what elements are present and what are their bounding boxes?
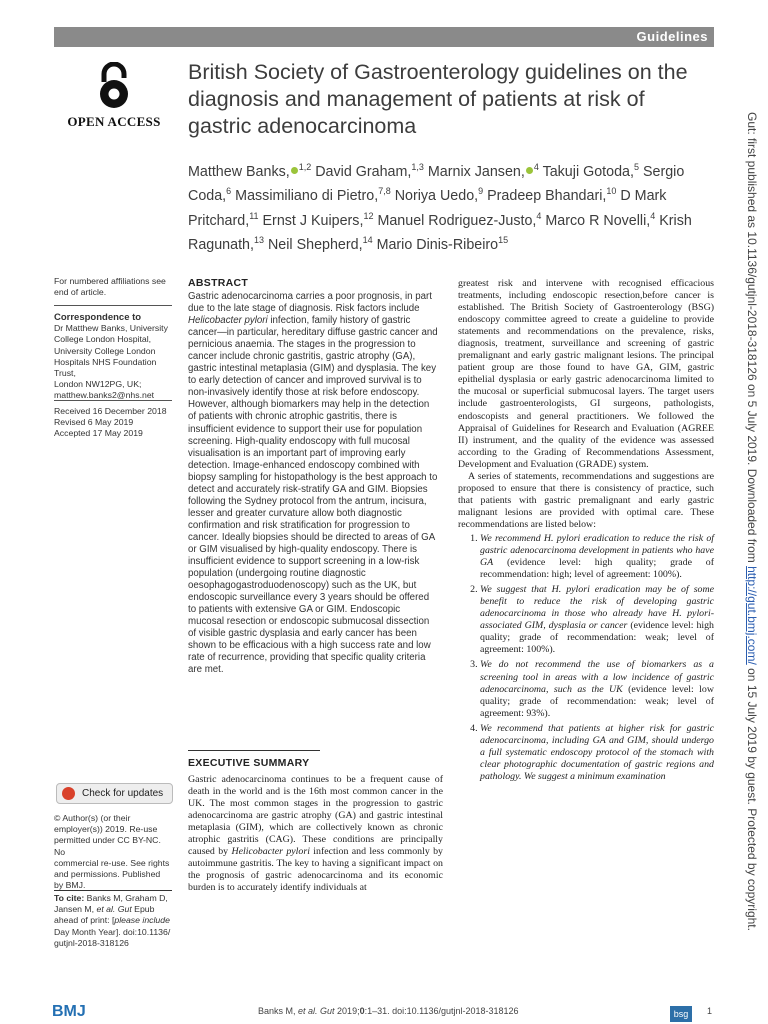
author-affiliation: 7,8	[378, 186, 391, 197]
abstract-italic: Helicobacter pylori	[188, 315, 268, 327]
recommendation-statement: We recommend that patients at higher risk for gastric adenocarcinoma, including GA and GIM, should undergo a full systematic endoscopy protocol of the stomach with clear photographic documentation of gastric regions and pathology. We suggest a minimum examination	[480, 722, 714, 782]
footer-citation-volume: 0	[359, 1006, 365, 1016]
section-label: Guidelines	[636, 29, 708, 44]
open-access-label: OPEN ACCESS	[67, 114, 161, 129]
vertical-note-text: Gut: first published as 10.1136/gutjnl-2018-318126 on 5 July 2019. Downloaded from	[745, 112, 759, 567]
copyright-line: © Author(s) (or their	[54, 813, 131, 823]
vertical-note-text: on 15 July 2019 by guest. Protected by copyright.	[745, 664, 759, 931]
recommendation-statement: We do not recommend the use of biomarkers as a screening tool in areas with a low incidence of gastric adenocarcinoma, such as the UK	[480, 659, 714, 695]
orcid-icon[interactable]	[291, 167, 298, 174]
abstract-heading: ABSTRACT	[188, 277, 249, 289]
correspondence-line: College London Hospital,	[54, 334, 152, 345]
correspondence-line: London NW12PG, UK;	[54, 379, 142, 390]
author-name[interactable]: Matthew Banks,	[188, 163, 290, 180]
author-affiliation: 14	[362, 234, 373, 245]
cite-text: Banks M, Graham D, Jansen M,	[54, 893, 168, 915]
footer-citation-part: 2019;	[334, 1006, 360, 1016]
open-access-logo	[64, 62, 164, 130]
executive-text-part: Gastric adenocarcinoma continues to be a frequent cause of death in the world and is the 16th most common cancer in the UK. The most common stages in the progression to gastric adenocarcinoma are gastric atrophy (GA) and gastric intestinal metaplasia (GIM), which are collectively known as chronic atrophic gastritis (CAG). These conditions are principally caused by	[188, 774, 443, 858]
recommendation-item	[480, 723, 714, 783]
recommendation-statement: We suggest that H. pylori eradication may be of some benefit to reduce the risk of developing gastric adenocarcinoma in those who already have H. pylori-associated GIM, dysplasia or cancer	[480, 584, 714, 632]
check-for-updates-button[interactable]	[56, 783, 173, 804]
correspondence-heading: Correspondence to	[54, 312, 142, 323]
copyright-line: by BMJ.	[54, 880, 86, 891]
author-affiliation: 10	[606, 186, 617, 197]
correspondence-block	[54, 312, 172, 402]
abstract-divider	[188, 750, 320, 751]
author-name[interactable]: Marnix Jansen,	[427, 163, 525, 180]
recommendation-item	[480, 584, 714, 656]
executive-summary-text	[188, 774, 443, 894]
author-affiliation: 1,3	[411, 162, 424, 172]
sidebar-divider	[54, 400, 172, 401]
cite-italic: please include	[114, 915, 170, 926]
copyright-line: and permissions. Published	[54, 869, 161, 880]
check-for-updates-label: Check for updates	[82, 788, 164, 799]
correspondence-lines	[54, 323, 172, 401]
date-accepted: Accepted 17 May 2019	[54, 428, 143, 439]
author-affiliation: 1,2	[298, 162, 312, 172]
author-affiliation: 11	[249, 210, 259, 221]
date-received: Received 16 December 2018	[54, 406, 167, 416]
author-name[interactable]: Manuel Rodriguez-Justo,	[377, 212, 537, 229]
body-paragraph: A series of statements, recommendations and suggestions are proposed to ensure that there is consistency of practice, such that patients with gastric premalignant and early gastric malignant lesions are provided with optimal care. These recommendations are listed below:	[458, 470, 714, 530]
article-dates	[54, 406, 172, 440]
author-name[interactable]: David Graham,	[315, 163, 412, 180]
correspondence-line: Dr Matthew Banks, University	[54, 323, 168, 334]
author-name[interactable]: Noriya Uedo,	[394, 188, 479, 205]
correspondence-email[interactable]: matthew.banks2@nhs.net	[54, 390, 155, 401]
author-name[interactable]: Pradeep Bhandari,	[487, 188, 607, 205]
author-name[interactable]: Mario Dinis-Ribeiro	[376, 236, 499, 253]
author-name[interactable]: Takuji Gotoda,	[542, 163, 634, 180]
copyright-block	[54, 813, 172, 891]
author-affiliation: 5	[633, 162, 639, 172]
recommendation-item	[480, 533, 714, 581]
abstract-text	[188, 291, 438, 677]
recommendation-list	[458, 533, 714, 783]
bmj-logo: BMJ	[52, 1003, 86, 1020]
date-revised: Revised 6 May 2019	[54, 417, 134, 428]
open-access-lock-icon	[94, 62, 134, 110]
body-paragraph: greatest risk and intervene with recognised efficacious treatments, including endoscopic resection,before cancer is established. The British Society of Gastroenterology (BSG) endoscopy committee agreed to create a guideline to provide statements and recommendations on the prevalence, risks, diagnosis, treatment, surveillance and screening of gastric premalignant and early gastric malignant lesions. The principal patient group are those found to have GA, GIM, gastric epithelial dysplasia or early gastric adenocarcinoma limited to the mucosal or superficial submucosal layers. The target users include gastroenterologists, GI surgeons, pathologists, endoscopists and general practitioners. We followed the Appraisal of Guidelines for Research and Evaluation (AGREE II) instrument, and the quality of the evidence was assessed according to the Grading of Recommendations Assessment, Development and Evaluation (GRADE) system.	[458, 278, 714, 470]
correspondence-line: Hospitals NHS Foundation Trust,	[54, 356, 157, 379]
recommendation-grade: (evidence level: low quality; grade of recommendation: weak; level of agreement: 93%).	[480, 683, 714, 719]
section-bar	[54, 27, 714, 47]
update-badge-icon	[62, 787, 75, 800]
sidebar-divider	[54, 305, 172, 306]
cite-italic: et al. Gut	[96, 904, 132, 915]
recommendation-grade: (evidence level: high quality; grade of recommendation: weak; level of agreement: 100%).	[480, 620, 714, 656]
abstract-section	[188, 277, 438, 677]
author-affiliation: 4	[650, 210, 656, 221]
abstract-text-part: Gastric adenocarcinoma carries a poor prognosis, in part due to the late stage of diagnosis. Risk factors include	[188, 291, 432, 315]
author-name[interactable]: Krish Ragunath,	[188, 212, 692, 253]
vertical-download-note	[745, 112, 759, 1017]
article-title: British Society of Gastroenterology guidelines on the diagnosis and management of patients at risk of gastric adenocarcinoma	[188, 60, 688, 138]
correspondence-line: University College London	[54, 345, 156, 356]
author-affiliation: 15	[498, 234, 509, 245]
footer-citation-italic: et al. Gut	[298, 1006, 335, 1016]
copyright-line: permitted under CC BY-NC. No	[54, 835, 161, 857]
cite-block	[54, 890, 172, 949]
author-name[interactable]: Massimiliano di Pietro,	[235, 188, 379, 205]
executive-summary-heading: EXECUTIVE SUMMARY	[188, 757, 310, 769]
affiliations-note: For numbered affiliations see end of article.	[54, 276, 166, 298]
author-affiliation: 9	[478, 186, 484, 197]
copyright-line: commercial re-use. See rights	[54, 857, 170, 868]
orcid-icon[interactable]	[526, 167, 533, 174]
cite-text: Epub ahead of print: [	[54, 904, 155, 926]
page-number: 1	[707, 1006, 713, 1016]
recommendation-statement: We recommend H. pylori eradication to reduce the risk of gastric adenocarcinoma development in patients who have GA	[480, 532, 714, 569]
body-column	[458, 278, 714, 786]
cite-text: Day Month Year]. doi:10.1136/ gutjnl-2018-318126	[54, 926, 171, 948]
copyright-line: employer(s)) 2019. Re-use	[54, 824, 158, 835]
author-name[interactable]: Neil Shepherd,	[267, 236, 363, 253]
recommendation-grade: (evidence level: high quality; grade of recommendation: high; level of agreement: 100%).	[480, 557, 714, 581]
author-name[interactable]: Marco R Novelli,	[545, 212, 651, 229]
cite-label: To cite:	[54, 893, 85, 903]
executive-italic: Helicobacter pylori	[231, 846, 310, 858]
author-name[interactable]: Sergio Coda,	[188, 163, 685, 205]
author-list	[188, 158, 718, 255]
author-name[interactable]: D Mark Pritchard,	[188, 188, 667, 229]
bsg-logo: bsg	[670, 1006, 692, 1022]
author-name[interactable]: Ernst J Kuipers,	[262, 212, 364, 229]
author-affiliation: 4	[536, 210, 542, 221]
footer-citation	[258, 1006, 519, 1016]
recommendation-item	[480, 659, 714, 719]
executive-text-part: infection and less commonly by autoimmune gastritis. The key to having a significant impact on the prognosis of gastric adenocarcinoma and its economic burden is to accurately identify individuals at	[188, 846, 443, 894]
author-affiliation: 13	[253, 234, 264, 245]
footer-citation-part: Banks M,	[258, 1006, 299, 1016]
author-affiliation: 12	[363, 210, 374, 221]
author-affiliation: 6	[226, 186, 232, 197]
journal-link[interactable]: http://gut.bmj.com/	[745, 566, 759, 665]
abstract-text-part: infection, family history of gastric cancer—in particular, hereditary diffuse gastric cancer and pernicious anaemia. The stages in the progression to cancer include chronic gastritis, gastric atrophy (GA), gastric intestinal metaplasia (GIM) and dysplasia. The key to early detection of cancer and improved survival is to non-invasively identify those at risk before endoscopy. However, although biomarkers may help in the detection of patients with chronic atrophic gastritis, there is insufficient evidence to support their use for population screening. High-quality endoscopy with full mucosal visualisation is an important part of improving early detection. Image-enhanced endoscopy combined with biopsy sampling for histopathology is the best approach to detect and accurately risk-stratify GA and GIM. Biopsies following the Sydney protocol from the antrum, incisura, lesser and greater curvature allow both diagnostic confirmation and risk stratification for progression to cancer. Ideally biopsies should be directed to areas of GA or GIM visualised by high-quality endoscopy. There is insufficient evidence to support screening in a low-risk population (undergoing routine diagnostic oesophagogastroduodenoscopy) such as the UK, but endoscopic surveillance every 3 years should be offered to patients with extensive GA or GIM. Endoscopic mucosal resection or endoscopic submucosal dissection of visible gastric dysplasia and early cancer has been shown to be efficacious with a high success rate and low rate of recurrence, providing that specific quality criteria are met.	[188, 315, 438, 676]
footer-citation-part: :1–31. doi:10.1136/gutjnl-2018-318126	[364, 1006, 519, 1016]
author-affiliation: 4	[533, 162, 539, 172]
executive-summary-section	[188, 757, 443, 894]
